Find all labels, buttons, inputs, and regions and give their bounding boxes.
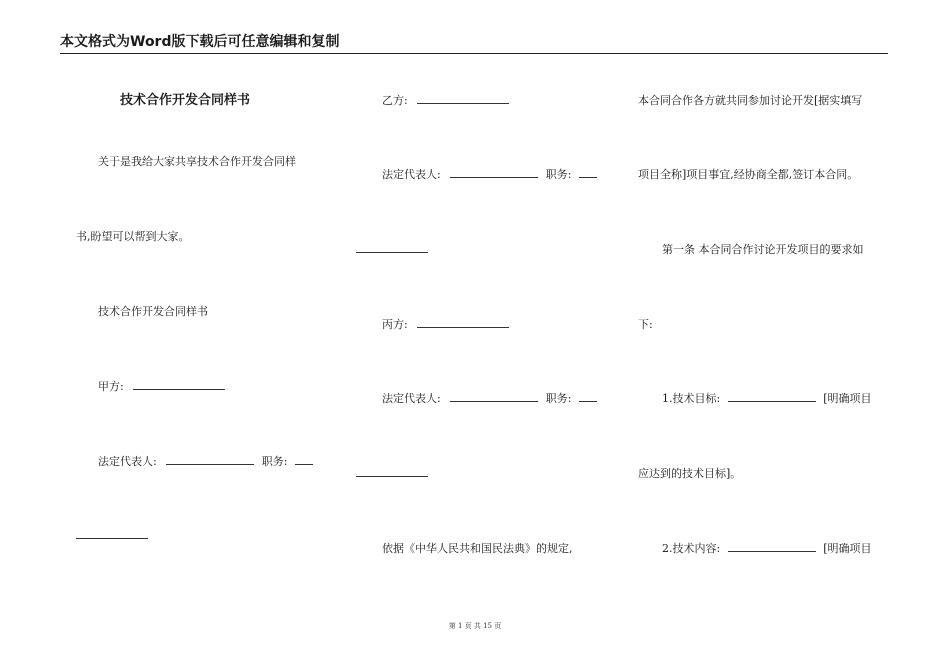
party-b-row [382, 94, 509, 108]
legal-rep-blank-1 [450, 168, 538, 178]
position-label: 职务: [261, 455, 288, 468]
party-a-blank [133, 380, 225, 390]
position-label-2: 职务: [545, 392, 572, 405]
col3-line-6: 应达到的技术目标]。 [638, 467, 742, 480]
party-a-row [98, 380, 225, 394]
basis-line: 依据《中华人民共和国民法典》的规定, [382, 542, 573, 555]
tech-content-note: [明确项目 [823, 542, 872, 555]
position-blank-2 [579, 392, 597, 402]
signature-rule-2 [356, 476, 428, 477]
party-c-row [382, 318, 509, 332]
position-label-1: 职务: [545, 168, 572, 181]
tech-content-row [662, 542, 872, 556]
legal-rep-blank-2 [450, 392, 538, 402]
col3-line-1: 本合同合作各方就共同参加讨论开发[据实填写 [638, 94, 863, 107]
party-b-label: 乙方: [382, 94, 408, 107]
position-blank-1 [579, 168, 597, 178]
position-blank [295, 455, 313, 465]
tech-content-label: 2.技术内容: [662, 542, 721, 555]
tech-goal-blank [728, 392, 816, 402]
intro-line-1: 关于是我给大家共享技术合作开发合同样 [98, 155, 296, 168]
legal-rep-row [98, 455, 313, 469]
legal-rep-label-1: 法定代表人: [382, 168, 441, 181]
col3-line-2: 项目全称]项目事宜,经协商全都,签订本合同。 [638, 168, 859, 181]
legal-rep-row-1 [382, 168, 597, 182]
party-c-label: 丙方: [382, 318, 408, 331]
header-title: 本文格式为Word版下载后可任意编辑和复制 [60, 34, 340, 50]
tech-goal-note: [明确项目 [823, 392, 872, 405]
column-2 [356, 60, 606, 620]
legal-rep-label-2: 法定代表人: [382, 392, 441, 405]
column-3 [638, 60, 898, 620]
tech-content-blank [728, 542, 816, 552]
intro-line-2: 书,盼望可以帮到大家。 [76, 230, 190, 243]
legal-rep-label: 法定代表人: [98, 455, 157, 468]
tech-goal-label: 1.技术目标: [662, 392, 721, 405]
page-footer: 第 1 页 共 15 页 [448, 622, 502, 630]
page-header [60, 34, 888, 54]
party-a-label: 甲方: [98, 380, 124, 393]
party-c-blank [417, 318, 509, 328]
legal-rep-blank [166, 455, 254, 465]
legal-rep-row-2 [382, 392, 597, 406]
subtitle: 技术合作开发合同样书 [98, 305, 208, 318]
signature-rule [76, 538, 148, 539]
col3-line-4: 下: [638, 318, 653, 331]
party-b-blank [417, 94, 509, 104]
article-1-heading: 第一条 本合同合作讨论开发项目的要求如 [662, 243, 864, 256]
document-title: 技术合作开发合同样书 [120, 93, 251, 108]
tech-goal-row [662, 392, 872, 406]
signature-rule-1 [356, 252, 428, 253]
column-1 [76, 60, 326, 620]
